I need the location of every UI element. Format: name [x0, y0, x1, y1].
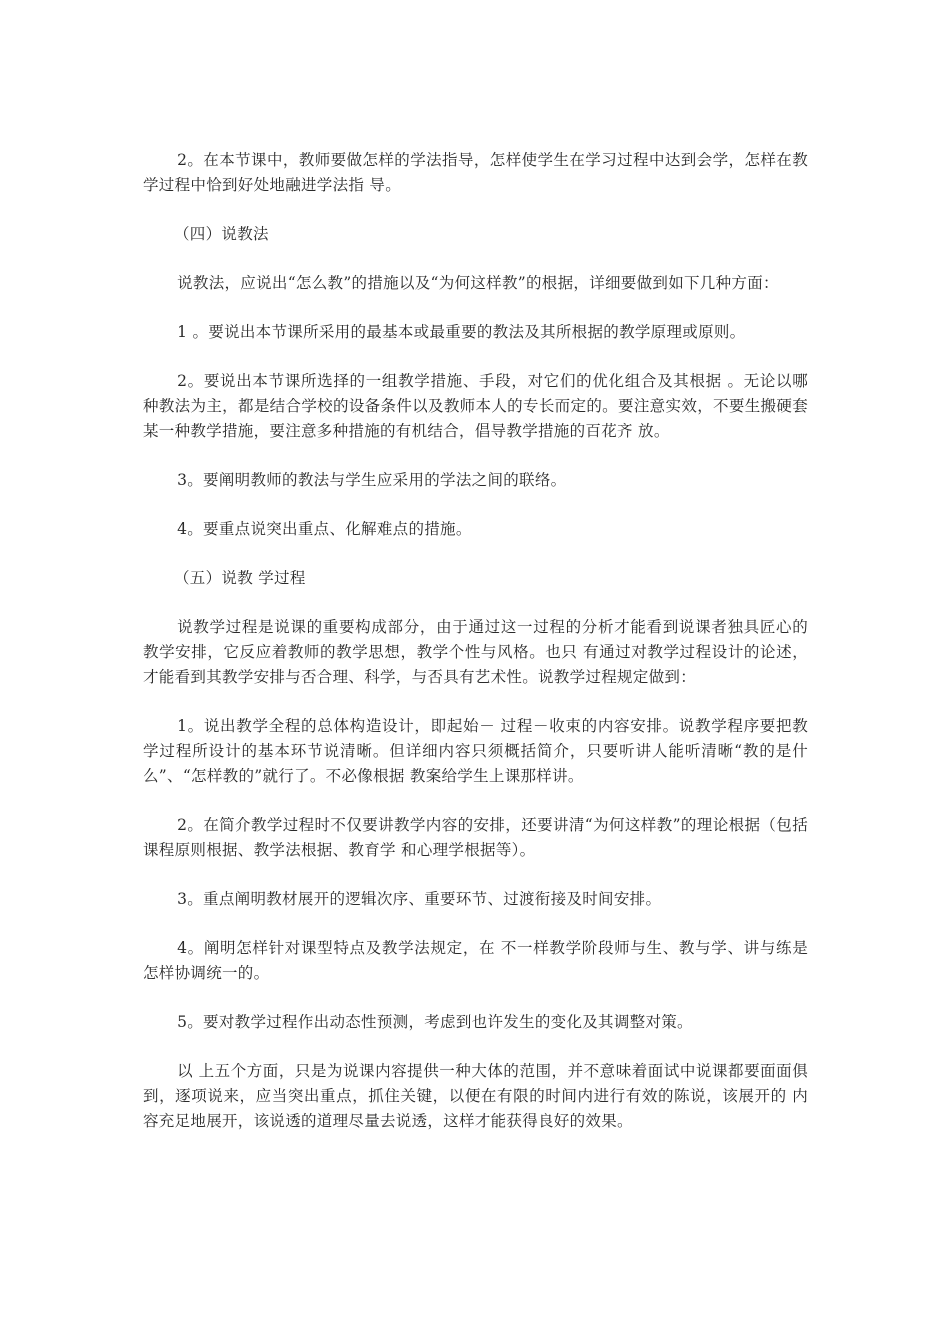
para-process-point-1: 1。说出教学全程的总体构造设计，即起始－ 过程－收束的内容安排。说教学程序要把教学过程所设计的基本环节说清晰。但详细内容只须概括简介，只要听讲人能听清晰“教的是什么”、“怎样教的”就行了。不必像根据 教案给学生上课那样讲。: [143, 717, 808, 785]
spacer: [143, 986, 808, 1010]
para-method-point-2: 2。要说出本节课所选择的一组教学措施、手段，对它们的优化组合及其根据 。无论以哪种教法为主，都是结合学校的设备条件以及教师本人的专长而定的。要注意实效，不要生搬硬套某一种教学措施，要注意多种措施的有机结合，倡导教学措施的百花齐 放。: [143, 372, 808, 440]
para-summary: 以 上五个方面，只是为说课内容提供一种大体的范围，并不意味着面试中说课都要面面俱到，逐项说来，应当突出重点，抓住关键，以便在有限的时间内进行有效的陈说，该展开的 内容充足地展开，该说透的道理尽量去说透，这样才能获得良好的效果。: [143, 1062, 808, 1130]
heading-teaching-method: （四）说教法: [174, 225, 269, 243]
spacer: [143, 789, 808, 813]
para-process-point-2: 2。在简介教学过程时不仅要讲教学内容的安排，还要讲清“为何这样教”的理论根据（包括课程原则根据、教学法根据、教育学 和心理学根据等）。: [143, 816, 808, 859]
para-teaching-method-intro: 说教法，应说出“怎么教”的措施以及“为何这样教”的根据，详细要做到如下几种方面：: [177, 274, 779, 292]
spacer: [143, 296, 808, 320]
spacer: [143, 690, 808, 714]
spacer: [143, 863, 808, 887]
para-process-intro: 说教学过程是说课的重要构成部分，由于通过这一过程的分析才能看到说课者独具匠心的教学安排，它反应着教师的教学思想，教学个性与风格。也只 有通过对教学过程设计的论述，才能看到其教学安排与否合理、科学，与否具有艺术性。说教学过程规定做到：: [143, 618, 808, 686]
spacer: [143, 1035, 808, 1059]
heading-teaching-process: （五）说教 学过程: [174, 569, 306, 587]
spacer: [143, 493, 808, 517]
spacer: [143, 444, 808, 468]
para-process-point-3: 3。重点阐明教材展开的逻辑次序、重要环节、过渡衔接及时间安排。: [177, 890, 662, 908]
spacer: [143, 198, 808, 222]
spacer: [143, 345, 808, 369]
para-method-guidance: 2。在本节课中，教师要做怎样的学法指导，怎样使学生在学习过程中达到会学，怎样在教学过程中恰到好处地融进学法指 导。: [143, 151, 808, 194]
para-method-point-4: 4。要重点说突出重点、化解难点的措施。: [177, 520, 472, 538]
spacer: [143, 247, 808, 271]
para-process-point-5: 5。要对教学过程作出动态性预测，考虑到也许发生的变化及其调整对策。: [177, 1013, 693, 1031]
para-process-point-4: 4。阐明怎样针对课型特点及教学法规定，在 不一样教学阶段师与生、教与学、讲与练是怎样协调统一的。: [143, 939, 808, 982]
document-body: [143, 148, 808, 1134]
spacer: [143, 542, 808, 566]
spacer: [143, 591, 808, 615]
para-method-point-3: 3。要阐明教师的教法与学生应采用的学法之间的联络。: [177, 471, 567, 489]
para-method-point-1: 1 。要说出本节课所采用的最基本或最重要的教法及其所根据的教学原理或原则。: [177, 323, 746, 341]
spacer: [143, 912, 808, 936]
